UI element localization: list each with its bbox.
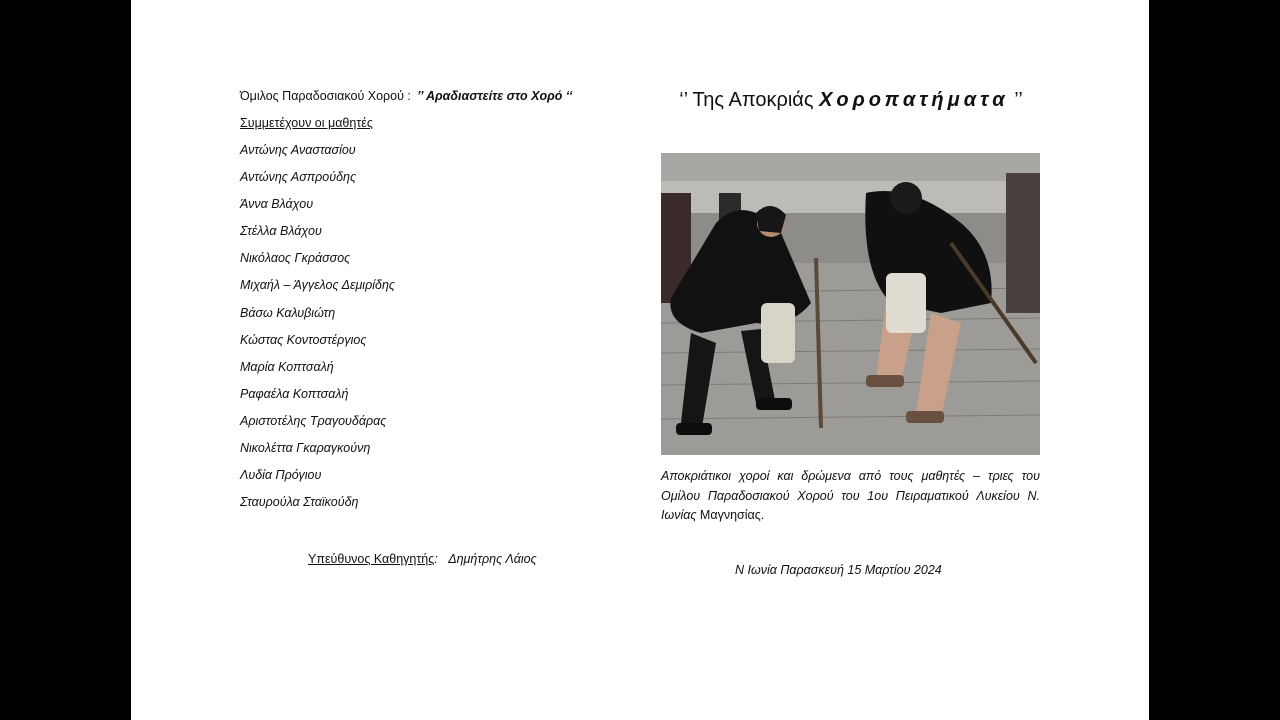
student-name: Κώστας Κοντοστέργιος bbox=[240, 332, 367, 347]
student-name: Νικολέττα Γκαραγκούνη bbox=[240, 441, 371, 456]
student-name: Βάσω Καλυβιώτη bbox=[240, 305, 336, 320]
student-name: Αντώνης Ασπρούδης bbox=[240, 170, 357, 185]
student-name: Άννα Βλάχου bbox=[240, 197, 314, 212]
teacher-colon: : bbox=[434, 552, 438, 566]
student-name: Αντώνης Αναστασίου bbox=[240, 143, 356, 157]
caption-text: Αποκριάτικοι χοροί και δρώμενα από τους μαθητές – τριες του Ομίλου Παραδοσιακού Χορού του 1ου Πειραματικού Λυκείου Ν. Ιωνίας bbox=[661, 469, 1040, 522]
photo-illustration bbox=[661, 153, 1040, 455]
title-close: ’’ bbox=[1008, 89, 1023, 111]
title-strong: Χοροπατήματα bbox=[819, 89, 1009, 111]
document-page bbox=[131, 0, 1149, 720]
teacher-label: Υπεύθυνος Καθηγητής bbox=[308, 552, 435, 566]
title-open: ‘’ Της Αποκριάς bbox=[679, 89, 820, 111]
participants-heading: Συμμετέχουν οι μαθητές bbox=[240, 116, 373, 130]
student-name: Μιχαήλ – Άγγελος Δεμιρίδης bbox=[240, 278, 395, 293]
students-list bbox=[240, 143, 395, 522]
carnival-dancers-photo bbox=[661, 153, 1040, 455]
teacher-line bbox=[308, 552, 537, 566]
student-name: Μαρία Κοπτσαλή bbox=[240, 359, 334, 374]
club-name: ’’ Αραδιαστείτε στο Χορό ‘‘ bbox=[417, 89, 573, 103]
photo-caption bbox=[661, 467, 1040, 526]
student-name: Λυδία Πρόγιου bbox=[240, 468, 322, 483]
student-name: Ραφαέλα Κοπτσαλή bbox=[240, 386, 349, 401]
student-name: Σταυρούλα Σταϊκούδη bbox=[240, 495, 359, 510]
club-label: Όμιλος Παραδοσιακού Χορού : bbox=[240, 89, 411, 103]
teacher-name: Δημήτρης Λάιος bbox=[448, 552, 537, 566]
date-line: Ν Ιωνία Παρασκευή 15 Μαρτίου 2024 bbox=[735, 563, 942, 577]
student-name: Στέλλα Βλάχου bbox=[240, 224, 322, 239]
caption-region: Μαγνησίας. bbox=[696, 508, 765, 522]
page-title bbox=[661, 89, 1041, 112]
student-name: Αριστοτέλης Τραγουδάρας bbox=[240, 413, 387, 428]
student-name: Νικόλαος Γκράσσος bbox=[240, 251, 351, 266]
